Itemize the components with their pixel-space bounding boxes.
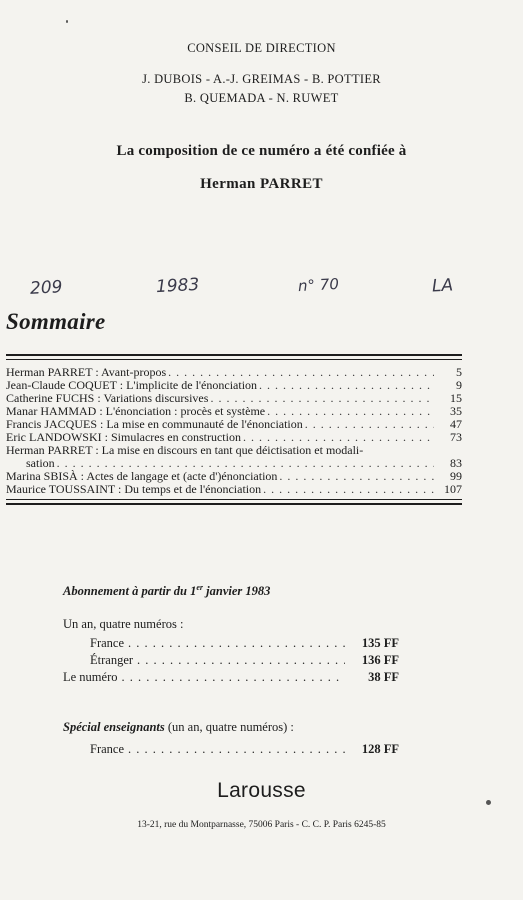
subscription-one-year-label: Un an, quatre numéros :	[63, 617, 184, 631]
price-row-foreign: Étranger . . . 136 FF	[90, 653, 399, 668]
table-of-contents	[6, 366, 462, 496]
toc-bottom-rule-thin	[6, 499, 462, 500]
toc-entry: Jean-Claude COQUET : L'implicite de l'énonciation . . . 9	[6, 379, 462, 392]
special-teachers-heading: Spécial enseignants (un an, quatre numéros) :	[63, 720, 294, 734]
page-speck	[66, 20, 68, 23]
publisher-address: 13-21, rue du Montparnasse, 75006 Paris - C. C. P. Paris 6245-85	[137, 820, 386, 830]
publisher-name: Larousse	[217, 779, 306, 802]
sommaire-heading: Sommaire	[6, 309, 106, 334]
handwritten-note-4: LA	[431, 275, 454, 297]
toc-entry: Francis JACQUES : La mise en communauté de l'énonciation . . . 47	[6, 418, 462, 431]
toc-entry: Herman PARRET : Avant-propos . . . 5	[6, 366, 462, 379]
issue-editor: Herman PARRET	[200, 176, 323, 192]
toc-entry: Maurice TOUSSAINT : Du temps et de l'énonciation . . . 107	[6, 483, 462, 496]
price-row-france: France . . . 135 FF	[90, 636, 399, 651]
handwritten-note-3: n° 70	[297, 274, 340, 296]
toc-top-rule-thin	[6, 359, 462, 360]
council-members-line-1: J. DUBOIS - A.-J. GREIMAS - B. POTTIER	[142, 72, 381, 86]
price-row-teachers-france: France . . . 128 FF	[90, 742, 399, 757]
council-title: CONSEIL DE DIRECTION	[187, 41, 336, 55]
toc-bottom-rule	[6, 503, 462, 505]
subscription-heading: Abonnement à partir du 1er janvier 1983	[63, 583, 271, 599]
toc-top-rule	[6, 354, 462, 356]
toc-entry-continuation: sation . . . 83	[6, 457, 462, 470]
handwritten-note-2: 1983	[155, 274, 200, 298]
toc-entry: Manar HAMMAD : L'énonciation : procès et système . . . 35	[6, 405, 462, 418]
page-speck	[486, 800, 491, 805]
composition-statement: La composition de ce numéro a été confiée à	[116, 143, 407, 159]
council-members-line-2: B. QUEMADA - N. RUWET	[184, 91, 339, 105]
toc-entry: Marina SBISÀ : Actes de langage et (acte d')énonciation . . . 99	[6, 470, 462, 483]
toc-entry: Catherine FUCHS : Variations discursives . . . 15	[6, 392, 462, 405]
toc-entry: Eric LANDOWSKI : Simulacres en construction . . . 73	[6, 431, 462, 444]
handwritten-note-1: 209	[29, 277, 63, 299]
price-row-single-issue: Le numéro . . . 38 FF	[63, 670, 399, 685]
toc-entry: Herman PARRET : La mise en discours en tant que déictisation et modali-	[6, 444, 364, 457]
